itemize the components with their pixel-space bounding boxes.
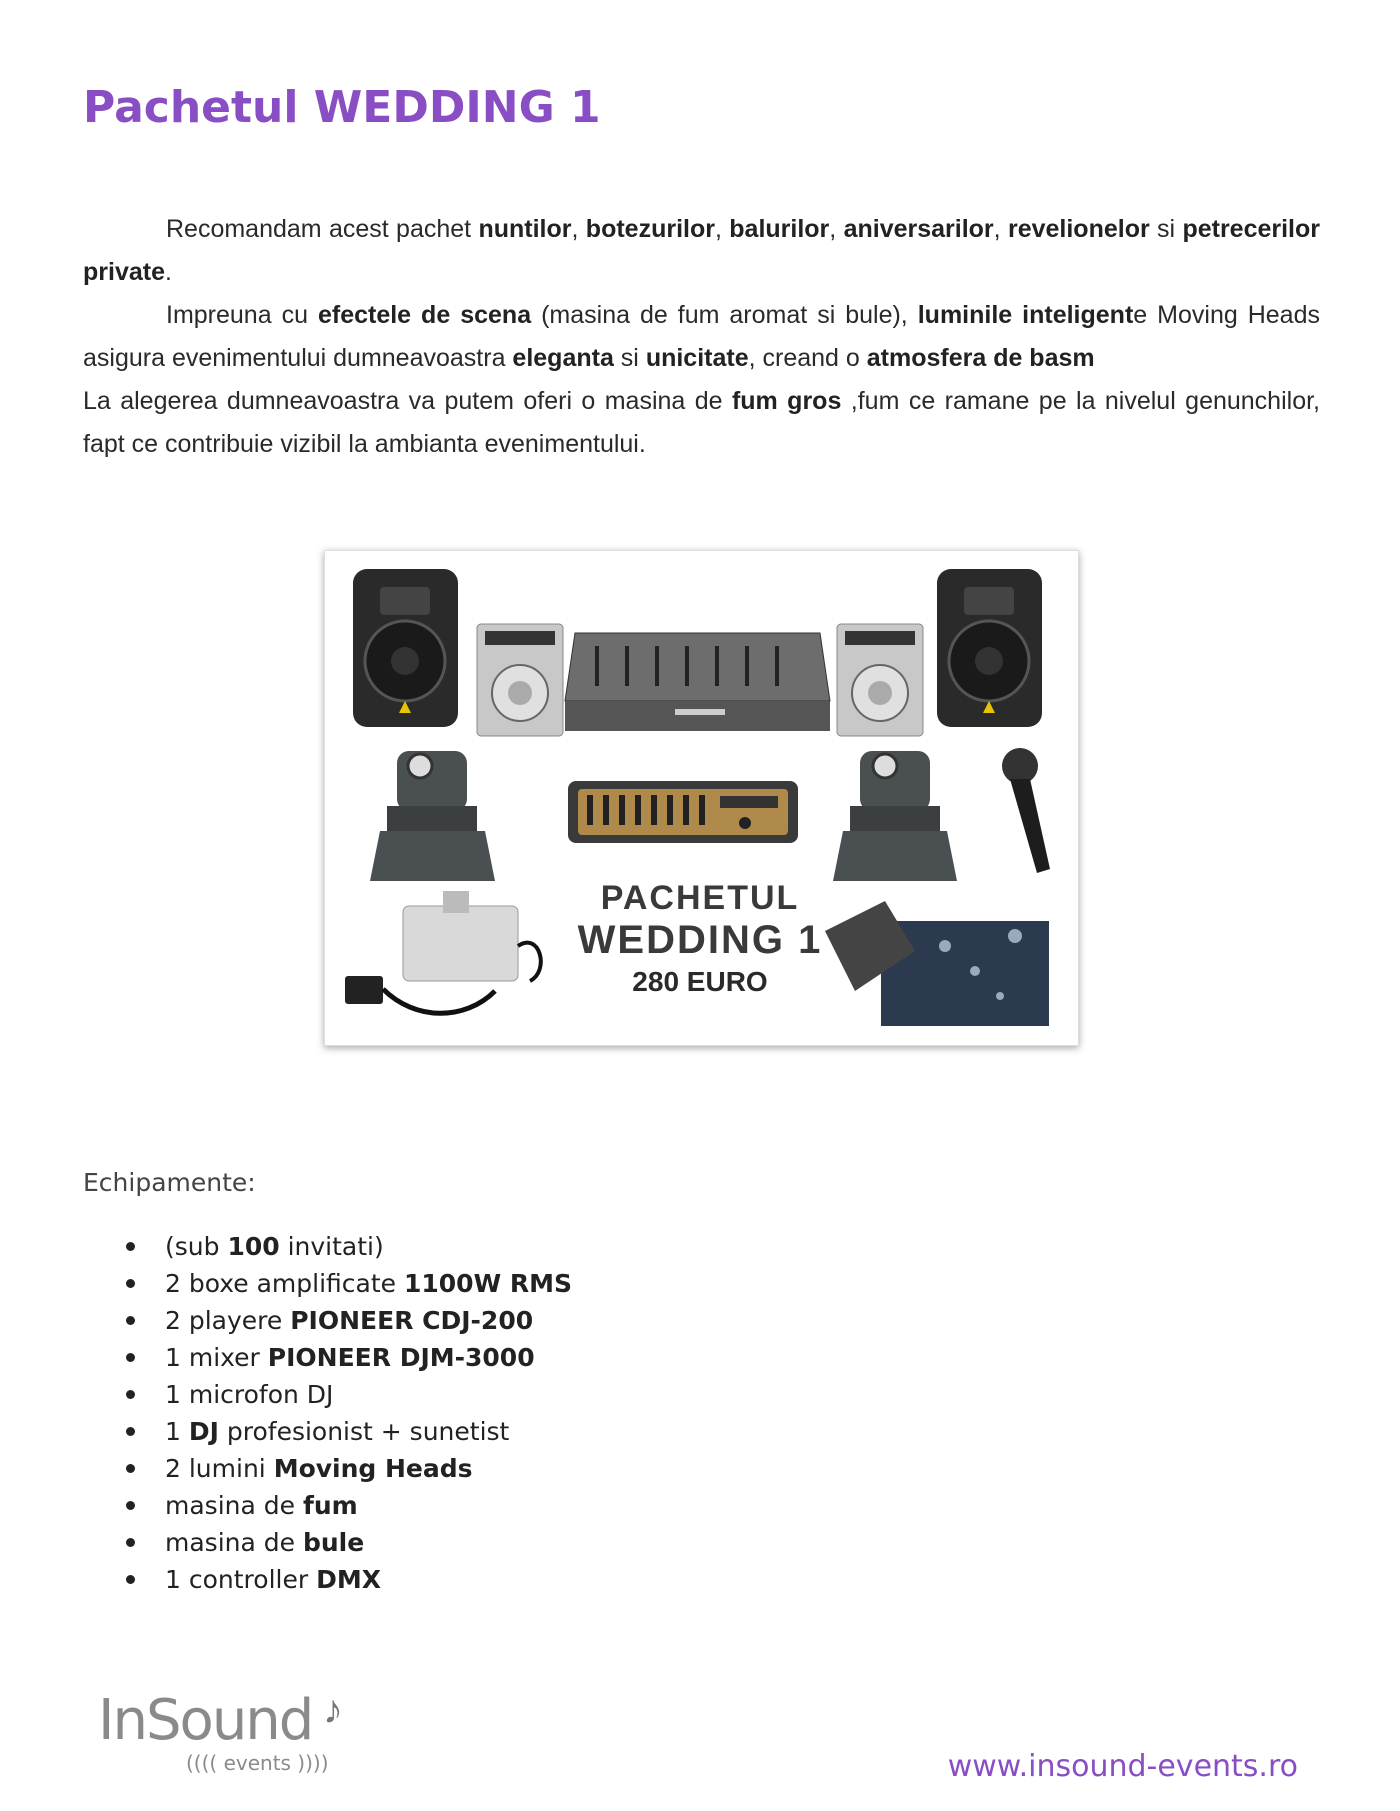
bullet-icon	[126, 1316, 135, 1325]
bullet-icon	[126, 1501, 135, 1510]
equipment-item: 1 microfon DJ	[83, 1376, 572, 1413]
equipment-item: 2 playere PIONEER CDJ-200	[83, 1302, 572, 1339]
equipment-list	[83, 1228, 572, 1598]
microphone-icon	[1002, 748, 1050, 873]
website-url: www.insound-events.ro	[947, 1749, 1298, 1784]
description	[83, 208, 1320, 466]
equipment-item: (sub 100 invitati)	[83, 1228, 572, 1265]
equipment-item: masina de fum	[83, 1487, 572, 1524]
insound-logo	[98, 1688, 358, 1778]
bubble-machine-icon	[825, 901, 1049, 1026]
equipment-item: 1 mixer PIONEER DJM-3000	[83, 1339, 572, 1376]
equipment-illustration	[325, 551, 1078, 1045]
equipment-item: 1 DJ profesionist + sunetist	[83, 1413, 572, 1450]
bullet-icon	[126, 1390, 135, 1399]
caption-line2: WEDDING 1	[577, 918, 823, 962]
equipment-item: 2 boxe amplificate 1100W RMS	[83, 1265, 572, 1302]
equipment-item: 1 controller DMX	[83, 1561, 572, 1598]
paragraph-effects: Impreuna cu efectele de scena (masina de fum aromat si bule), luminile inteligente Moving Heads asigura evenimentului dumneavoastra eleganta si unicitate, creand o atmosfera de basm	[83, 301, 1320, 372]
speaker-left-icon	[353, 569, 458, 727]
bullet-icon	[126, 1353, 135, 1362]
music-note-icon: ♪	[323, 1688, 343, 1732]
bullet-icon	[126, 1464, 135, 1473]
mixer-icon	[565, 633, 830, 731]
dmx-controller-icon	[568, 781, 798, 843]
equipment-heading: Echipamente:	[83, 1168, 256, 1197]
page-title: Pachetul WEDDING 1	[83, 82, 601, 133]
bullet-icon	[126, 1538, 135, 1547]
caption-price: 280 EURO	[632, 966, 768, 997]
package-photo	[324, 550, 1079, 1046]
smoke-machine-icon	[345, 891, 541, 1013]
logo-text: InSound	[98, 1688, 313, 1753]
moving-head-right-icon	[833, 751, 957, 881]
caption-line1: PACHETUL	[600, 879, 800, 917]
bullet-icon	[126, 1427, 135, 1436]
bullet-icon	[126, 1242, 135, 1251]
paragraph-smoke: La alegerea dumneavoastra va putem oferi o masina de fum gros ,fum ce ramane pe la nivelul genunchilor, fapt ce contribuie vizibil la ambianta evenimentului.	[83, 387, 1320, 458]
logo-subtitle: (((( events ))))	[186, 1751, 329, 1775]
equipment-item: 2 lumini Moving Heads	[83, 1450, 572, 1487]
equipment-item: masina de bule	[83, 1524, 572, 1561]
speaker-right-icon	[937, 569, 1042, 727]
moving-head-left-icon	[370, 751, 495, 881]
cd-player-left-icon	[477, 624, 563, 736]
bullet-icon	[126, 1279, 135, 1288]
bullet-icon	[126, 1575, 135, 1584]
paragraph-recommendation: Recomandam acest pachet nuntilor, botezurilor, balurilor, aniversarilor, revelionelor si petrecerilor private.	[83, 215, 1320, 286]
cd-player-right-icon	[837, 624, 923, 736]
